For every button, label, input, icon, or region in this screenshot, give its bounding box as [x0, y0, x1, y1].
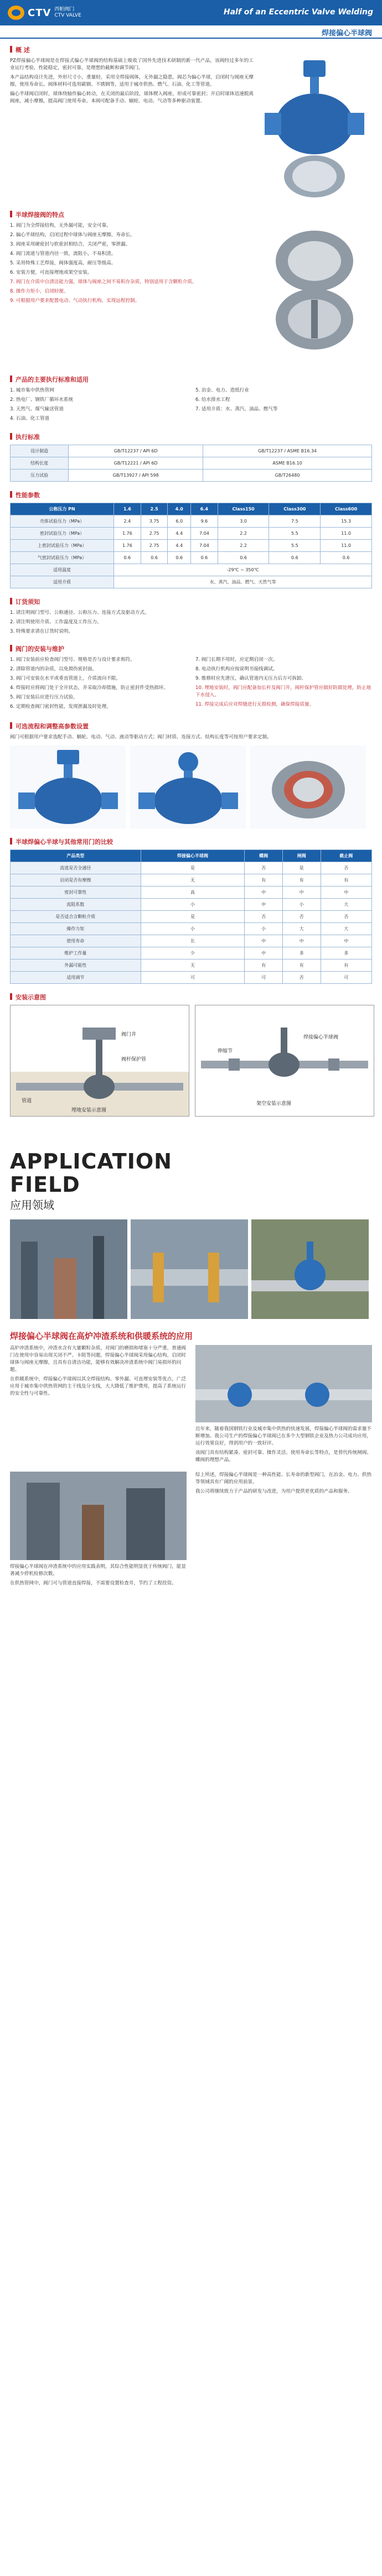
install-note-highlight: 10. 埋地安装时，阀门应配备加长杆及阀门井，阀杆保护管应做好防腐处理，防止地下水侵入。	[195, 685, 371, 698]
table-cell: 壳体试验压力（MPa）	[11, 515, 114, 528]
table-cell: 是	[141, 911, 245, 923]
application-item: 2. 热电厂、钢铁厂循环水系统	[10, 397, 74, 403]
section-summary-heading	[10, 44, 372, 54]
remarks-text: 阀门可根据用户要求选配手动、蜗轮、电动、气动、液动等驱动方式；阀门材质、连接方式、结构长度等可按用户要求定制。	[10, 734, 272, 740]
section-title: 产品的主要执行标准和适用	[16, 376, 89, 383]
table-cell: 9.6	[191, 515, 218, 528]
section-install-heading	[10, 643, 372, 653]
table-cell: 2.4	[114, 515, 141, 528]
table-row	[11, 899, 372, 911]
install-note: 6. 定期检查阀门密封性能，发现泄漏及时处理。	[10, 704, 111, 710]
section-marker	[10, 376, 12, 382]
table-cell: 7.04	[191, 528, 218, 540]
table-cell: 11.0	[321, 528, 372, 540]
table-header-cell: Class300	[269, 503, 321, 515]
performance-table	[10, 503, 372, 588]
diagram-label: 阀门井	[121, 1032, 137, 1037]
table-cell: 多	[321, 947, 371, 960]
table-cell: 是否适合含颗粒介质	[11, 911, 141, 923]
article-paragraph: 该阀门具有结构紧凑、密封可靠、操作灵活、使用寿命长等特点，是替代传统闸阀、蝶阀的理想产品。	[195, 1450, 371, 1463]
table-cell: 上密封试验压力（MPa）	[11, 540, 114, 552]
table-cell: 大	[282, 923, 321, 935]
table-cell: 0.6	[321, 552, 372, 564]
table-header-cell: 产品类型	[11, 850, 141, 862]
article-title: 焊接偏心半球阀在高炉冲渣系统和供暖系统的应用	[10, 1331, 193, 1341]
valve-image-row	[0, 745, 382, 828]
article-col-left	[10, 1345, 187, 1466]
install-left	[10, 656, 187, 713]
section-marker	[10, 993, 12, 1000]
table-cell: 0.6	[191, 552, 218, 564]
article-photo-left	[10, 1472, 187, 1560]
install-note: 1. 阀门安装前应检查阀门型号、规格是否与设计要求相符。	[10, 657, 135, 663]
article-paragraph: 近年来，随着我国钢铁行业及城市集中供热的快速发展，焊接偏心半球阀的需求量不断增加。我公司生产的焊接偏心半球阀已在多个大型钢铁企业及热力公司成功应用，运行效果良好，得到用户的一致好评。	[195, 1426, 371, 1446]
table-cell: 有	[282, 874, 321, 887]
application-item: 5. 冶金、电力、造纸行业	[195, 388, 249, 393]
table-cell: 0.6	[218, 552, 269, 564]
application-photo-row	[0, 1219, 382, 1319]
table-cell: 无	[141, 874, 245, 887]
feature-item-highlight: 9. 可根据用户要求配置电动、气动执行机构，实现远程控制。	[10, 298, 140, 304]
section-marker	[10, 722, 12, 729]
brand-cn: 西帕阀门	[54, 7, 75, 12]
section-marker	[10, 838, 12, 844]
section-title: 执行标准	[16, 434, 40, 441]
table-cell: 15.3	[321, 515, 372, 528]
install-block	[0, 656, 382, 713]
article-paragraph: 焊接偏心半球阀在冲渣系统中的应用实践表明，其综合性能明显优于传统阀门，能显著减少停机检修次数。	[10, 1564, 186, 1577]
article-paragraph: 我公司将继续致力于产品的研发与改进，为用户提供更优质的产品和服务。	[195, 1489, 353, 1494]
table-row	[11, 470, 372, 482]
article-paragraph: 综上所述，焊接偏心半球阀是一种高性能、长寿命的新型阀门，在冶金、电力、供热等领域具有广阔的应用前景。	[195, 1472, 371, 1485]
table-cell: GB/T12237 / ASME B16.34	[203, 445, 372, 457]
article-paragraph: 高炉冲渣系统中，冲渣水含有大量颗粒杂质，对阀门的磨损和堵塞十分严重，普通阀门在使用中容易出现关闭不严、卡阻等问题。焊接偏心半球阀采用偏心结构，启闭时球体与阀座无摩擦，且具有自清洁功能，能够有效解决冲渣系统中阀门易损坏的问题。	[10, 1346, 186, 1373]
table-cell: 可	[245, 972, 283, 984]
table-row	[11, 935, 372, 947]
table-cell: 气密封试验压力（MPa）	[11, 552, 114, 564]
table-cell: 3.75	[141, 515, 168, 528]
table-cell: 大	[321, 923, 371, 935]
section-marker	[10, 598, 12, 604]
article-top	[0, 1345, 382, 1466]
table-cell: 4.4	[168, 540, 191, 552]
intro-paragraph: PZ焊接偏心半球阀是在焊接式偏心半球阀的结构基础上吸收了国外先进技术研制的新一代产品，该阀经过多年的工业运行考验，性能稳定，密封可靠，是理想的截断和调节阀门。	[10, 58, 254, 71]
table-cell: GB/T13927 / API 598	[69, 470, 203, 482]
install-note: 4. 焊接时应将阀门处于全开状态，并采取冷却措施，防止密封件受热损坏。	[10, 685, 168, 691]
section-marker	[10, 645, 12, 651]
section-compare-heading	[10, 836, 372, 846]
table-cell: 6.0	[168, 515, 191, 528]
table-cell: 中	[321, 887, 371, 899]
valve-product-image	[259, 58, 370, 201]
table-cell: 小	[282, 899, 321, 911]
remarks-block	[0, 734, 382, 741]
table-header-cell: 截止阀	[321, 850, 371, 862]
table-cell: 有	[321, 960, 371, 972]
table-cell: 外漏可能性	[11, 960, 141, 972]
table-row	[11, 515, 372, 528]
feature-item: 4. 阀门流道与管道内径一致，流阻小，不易积渣。	[10, 251, 116, 257]
section-title: 性能参数	[16, 492, 40, 499]
table-cell: 0.6	[269, 552, 321, 564]
application-field-title	[0, 1150, 382, 1211]
table-cell: 7.5	[269, 515, 321, 528]
install-note: 8. 电动执行机构应按说明书接线调试。	[195, 666, 278, 672]
section-remarks-heading	[10, 721, 372, 731]
table-cell: GB/T12237 / API 6D	[69, 445, 203, 457]
article-bottom	[0, 1472, 382, 1589]
app-title-en: APPLICATION	[10, 1149, 172, 1174]
diagram-label: 伸缩节	[218, 1049, 233, 1054]
table-cell: 流道是否全通径	[11, 862, 141, 874]
table-cell: 使用寿命	[11, 935, 141, 947]
app-title-cn: 应用领域	[10, 1198, 54, 1212]
table-row	[11, 947, 372, 960]
application-item: 6. 给水排水工程	[195, 397, 230, 403]
table-cell: 2.2	[218, 528, 269, 540]
table-cell: 0.6	[114, 552, 141, 564]
table-cell: 有	[245, 960, 283, 972]
table-cell: 维护工作量	[11, 947, 141, 960]
feature-item-highlight: 7. 阀门在介质中自清洁能力强，球体与阀座之间不易积存杂质，特别适用于含颗粒介质。	[10, 279, 197, 285]
table-cell: -29℃ ~ 350℃	[114, 564, 372, 576]
table-cell: 2.2	[218, 540, 269, 552]
features-text	[10, 222, 254, 366]
table-cell: ASME B16.10	[203, 457, 372, 470]
table-cell: 中	[245, 899, 283, 911]
diagram-label: 焊接偏心半球阀	[303, 1035, 339, 1040]
table-row	[11, 528, 372, 540]
table-cell: 操作力矩	[11, 923, 141, 935]
app-title-en-2: FIELD	[10, 1172, 80, 1197]
article-photo-right	[195, 1345, 372, 1422]
section-title: 可选流程和调整高参数设置	[16, 723, 89, 730]
table-cell: 否	[321, 911, 371, 923]
table-cell: 否	[245, 911, 283, 923]
order-note: 3. 特殊要求请在订货时说明。	[10, 629, 74, 634]
section-title: 订货须知	[16, 598, 40, 606]
diagram-label: 管道	[22, 1098, 32, 1104]
table-cell: 0.6	[141, 552, 168, 564]
table-cell: 否	[282, 972, 321, 984]
table-row	[11, 540, 372, 552]
feature-item-highlight: 8. 操作力矩小，启闭轻便。	[10, 289, 69, 294]
table-cell: 适用调节	[11, 972, 141, 984]
intro-paragraph: 本产品结构设计先进，外形尺寸小，重量轻，采用全焊接阀体，无外漏之隐患，阀芯为偏心半球，启闭时与阀座无摩擦，使用寿命长。阀体材料可选用碳钢、不锈钢等，适用于城市供热、燃气、石油、化工等管道。	[10, 75, 254, 87]
table-row	[11, 972, 372, 984]
order-note: 1. 请注明阀门型号、公称通径、公称压力、连接方式及驱动方式。	[10, 610, 149, 616]
article-paragraph: 在供暖系统中，焊接偏心半球阀以其全焊接结构、零外漏、可直埋安装等优点，广泛应用于城市集中供热管网的主干线及分支线，大大降低了维护费用，提高了系统运行的安全性与可靠性。	[10, 1376, 186, 1396]
table-cell: 压力试验	[11, 470, 69, 482]
valve-photo-gear	[130, 745, 246, 828]
brand-en: CTV VALVE	[54, 13, 81, 18]
feature-item: 5. 采用特殊工艺焊接，阀体强度高，耐压等级高。	[10, 260, 116, 266]
section-marker	[10, 46, 12, 53]
table-cell: 多	[282, 947, 321, 960]
top-banner	[0, 0, 382, 25]
table-row	[11, 874, 372, 887]
product-title: 焊接偏心半球阀	[321, 29, 372, 38]
table-cell: 小	[141, 899, 245, 911]
diagram-row	[0, 1005, 382, 1117]
order-note: 2. 请注明使用介质、工作温度及工作压力。	[10, 619, 102, 625]
section-standards-heading	[10, 374, 372, 384]
applications-right	[195, 387, 372, 425]
table-cell: 有	[245, 874, 283, 887]
install-note: 2. 清除管道内的杂质，以免损伤密封面。	[10, 666, 97, 672]
table-cell: 中	[282, 935, 321, 947]
table-header-row	[11, 503, 372, 515]
application-item: 3. 天然气、煤气输送管道	[10, 406, 64, 412]
table-cell: 无	[141, 960, 245, 972]
application-item: 1. 城市集中供热管网	[10, 388, 54, 393]
table-cell: 否	[321, 862, 371, 874]
section-order-heading	[10, 596, 372, 606]
table-row	[11, 445, 372, 457]
table-header-cell: 蝶阀	[245, 850, 283, 862]
install-note: 9. 维修时应先泄压，确认管道内无压力后方可拆卸。	[195, 676, 306, 681]
features-block	[0, 222, 382, 366]
table-cell: GB/T12221 / API 6D	[69, 457, 203, 470]
table-cell: 否	[245, 862, 283, 874]
table-cell: 适用介质	[11, 576, 114, 588]
table-row	[11, 564, 372, 576]
table-cell: 7.04	[191, 540, 218, 552]
table-cell: 是	[141, 862, 245, 874]
table-cell: 可	[321, 972, 371, 984]
valve-cutaway-image	[259, 222, 370, 366]
article-paragraph: 在供热管网中，阀门可与管道直接焊接，不需要设置检查井，节约了工程投资。	[10, 1581, 177, 1586]
section-exec-heading	[10, 431, 372, 441]
table-cell: 否	[282, 911, 321, 923]
table-cell: 适用温度	[11, 564, 114, 576]
table-cell: 高	[141, 887, 245, 899]
table-cell: 有	[321, 874, 371, 887]
table-row	[11, 862, 372, 874]
application-item: 4. 石油、化工管道	[10, 416, 50, 421]
table-cell: 中	[245, 935, 283, 947]
table-cell: 结构长度	[11, 457, 69, 470]
table-header-cell: 6.4	[191, 503, 218, 515]
underground-install-diagram	[10, 1005, 189, 1117]
section-marker	[10, 433, 12, 440]
section-features-heading	[10, 209, 372, 219]
table-cell: 0.6	[168, 552, 191, 564]
table-cell: 3.0	[218, 515, 269, 528]
section-marker	[10, 211, 12, 217]
table-cell: 中	[245, 887, 283, 899]
banner-title: Half of an Eccentric Valve Welding	[223, 8, 373, 17]
table-row	[11, 457, 372, 470]
pipeline-photo	[131, 1219, 248, 1319]
table-cell: 1.76	[114, 528, 141, 540]
article-col-right-2	[195, 1472, 372, 1589]
table-header-cell: 4.0	[168, 503, 191, 515]
table-cell: 启闭是否有摩擦	[11, 874, 141, 887]
table-cell: 可	[141, 972, 245, 984]
valve-site-photo	[251, 1219, 369, 1319]
article-col-left-2	[10, 1472, 187, 1589]
table-cell: 中	[245, 947, 283, 960]
feature-item: 3. 阀座采用硬密封与软密封相结合，关闭严密，零泄漏。	[10, 242, 131, 247]
install-note-highlight: 11. 焊接完成后应对焊缝进行无损检测，确保焊接质量。	[195, 702, 314, 707]
table-row	[11, 960, 372, 972]
table-header-cell: 焊接偏心半球阀	[141, 850, 245, 862]
section-title: 阀门的安装与维护	[16, 645, 64, 653]
order-notes	[0, 609, 382, 635]
table-cell: 5.5	[269, 528, 321, 540]
install-note: 7. 阀门长期不用时，应定期启闭一次。	[195, 657, 278, 663]
industrial-plant-photo	[10, 1219, 127, 1319]
intro-block	[0, 58, 382, 201]
table-row	[11, 911, 372, 923]
table-cell: 是	[282, 862, 321, 874]
intro-text	[10, 58, 254, 201]
table-row	[11, 923, 372, 935]
table-cell: 大	[321, 899, 371, 911]
table-cell: GB/T26480	[203, 470, 372, 482]
application-item: 7. 适用介质：水、蒸汽、油品、燃气等	[195, 406, 278, 412]
table-cell: 水、蒸汽、油品、燃气、天然气等	[114, 576, 372, 588]
table-cell: 密封可靠性	[11, 887, 141, 899]
table-cell: 小	[245, 923, 283, 935]
table-cell: 小	[141, 923, 245, 935]
logo-mark-icon	[8, 6, 24, 20]
table-row	[11, 887, 372, 899]
table-cell: 11.0	[321, 540, 372, 552]
section-perf-heading	[10, 489, 372, 499]
feature-item: 6. 安装方便，可直接埋地或架空安装。	[10, 270, 92, 275]
table-cell: 2.75	[141, 540, 168, 552]
table-cell: 流阻系数	[11, 899, 141, 911]
section-title: 半球焊偏心半球与其他常用门的比较	[16, 838, 113, 846]
brand-name: CTV	[28, 7, 51, 19]
intro-paragraph: 偏心半球阀启闭时，球体绕轴作偏心转动，在关闭的最后阶段，球体楔入阀座，形成可靠密封；开启时球体迅速脱离阀座，减小摩擦，提高阀门使用寿命。本阀可配备手动、蜗轮、电动、气动等多种驱动装置。	[10, 91, 254, 104]
valve-photo-cutaway	[250, 745, 366, 828]
table-header-row	[11, 850, 372, 862]
table-cell: 中	[321, 935, 371, 947]
feature-item: 1. 阀门为全焊接结构，无外漏可能，安全可靠。	[10, 223, 111, 228]
table-header-cell: 公称压力 PN	[11, 503, 114, 515]
table-cell: 有	[282, 960, 321, 972]
section-title: 概 述	[16, 46, 30, 54]
table-header-cell: 2.5	[141, 503, 168, 515]
diagram-caption: 架空安装示意图	[256, 1101, 292, 1107]
table-cell: 1.76	[114, 540, 141, 552]
install-note: 3. 阀门可安装在水平或垂直管道上，介质流向不限。	[10, 676, 121, 681]
table-cell: 5.5	[269, 540, 321, 552]
table-header-cell: Class150	[218, 503, 269, 515]
brand-logo	[8, 4, 81, 21]
table-cell: 密封试验压力（MPa）	[11, 528, 114, 540]
overhead-install-diagram	[195, 1005, 374, 1117]
feature-item: 2. 偏心半球结构，启闭过程中球体与阀座无摩擦，寿命长。	[10, 232, 135, 238]
diagram-label: 阀杆保护管	[121, 1057, 147, 1062]
table-cell: 少	[141, 947, 245, 960]
table-cell: 4.4	[168, 528, 191, 540]
section-title: 半球焊接阀的特点	[16, 211, 64, 218]
comparison-table	[10, 849, 372, 984]
table-header-cell: 1.6	[114, 503, 141, 515]
section-marker	[10, 491, 12, 498]
section-title: 安装示意图	[16, 994, 46, 1001]
table-cell: 2.75	[141, 528, 168, 540]
install-note: 5. 阀门安装后应进行压力试验。	[10, 695, 78, 700]
table-cell: 中	[282, 887, 321, 899]
article-col-right	[195, 1345, 372, 1466]
sub-title-bar	[0, 25, 382, 39]
table-cell: 设计制造	[11, 445, 69, 457]
table-header-cell: 闸阀	[282, 850, 321, 862]
table-header-cell: Class600	[321, 503, 372, 515]
install-right	[195, 656, 372, 713]
valve-photo-actuator	[10, 745, 126, 828]
table-row	[11, 576, 372, 588]
applications-block	[0, 387, 382, 425]
exec-standard-table	[10, 445, 372, 482]
diagram-caption: 埋地安装示意图	[71, 1108, 107, 1113]
table-row	[11, 552, 372, 564]
section-diagram-heading	[10, 992, 372, 1002]
table-cell: 长	[141, 935, 245, 947]
applications-left	[10, 387, 187, 425]
